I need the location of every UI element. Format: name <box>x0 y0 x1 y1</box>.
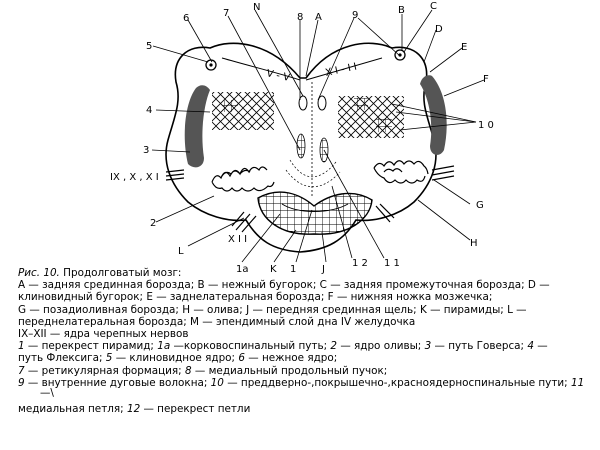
label-K: K <box>270 264 277 275</box>
caption-item-number: 2 <box>330 340 338 353</box>
nerve-roots-right <box>432 166 454 180</box>
caption-numbers-line <box>18 340 596 352</box>
label-6: 6 <box>183 13 190 24</box>
nucleus-x-hatch-right <box>338 96 404 138</box>
label-5: 5 <box>146 41 153 52</box>
caption-item-number: 8 <box>184 364 192 377</box>
caption-item-number: 5 <box>105 352 113 365</box>
caption-numbers-line <box>18 403 596 415</box>
label-floor-left: V - V <box>265 68 291 84</box>
label-J: J <box>322 264 325 275</box>
caption-fig-title: Продолговатый мозг: <box>59 267 182 279</box>
caption-item-text: — перекрест пирамид; <box>24 340 158 353</box>
caption-item-text: — внутренние дуговые волокна; <box>24 376 211 389</box>
caption-item-text: — нежное ядро; <box>244 352 338 365</box>
caption-item-text: — <box>533 340 548 353</box>
caption-item-text: путь Флексига; <box>18 352 106 365</box>
caption-item-text: — путь Говерса; <box>431 340 528 353</box>
figure-caption <box>18 267 596 415</box>
caption-item-text: —корковоспинальный путь; <box>170 340 331 353</box>
olive-nucleus-left <box>212 167 274 191</box>
nucleus-x-hatch-left <box>212 92 274 130</box>
caption-item-number: 7 <box>18 364 25 377</box>
caption-letters-line: IX–XII — ядра черепных нервов <box>18 328 189 341</box>
caption-numbers-line <box>18 377 596 389</box>
caption-item-number: 9 <box>18 376 25 389</box>
label-9: 9 <box>352 10 359 21</box>
caption-item-number: 12 <box>126 403 141 416</box>
label-1: 1 <box>290 264 297 275</box>
label-F: F <box>483 74 489 85</box>
label-4: 4 <box>146 105 153 116</box>
label-11: 1 1 <box>384 258 400 269</box>
label-B: B <box>398 5 405 16</box>
caption-item-text: — клиновидное ядро; <box>112 352 239 365</box>
caption-item-text: — ядро оливы; <box>337 340 425 353</box>
label-A: A <box>315 12 322 23</box>
lateral-band-left <box>185 85 210 167</box>
label-10: 1 0 <box>478 120 494 131</box>
label-8: 8 <box>297 12 304 23</box>
caption-item-number: 6 <box>238 352 245 365</box>
caption-letters-line: клиновидный бугорок; E — заднелатеральная борозда; F — нижняя ножка мозжечка; <box>18 291 493 304</box>
label-E: E <box>461 42 468 53</box>
label-G: G <box>476 200 484 211</box>
caption-fig-label: Рис. 10. <box>18 267 60 279</box>
caption-letters-line: A — задняя срединная борозда; B — нежный бугорок; C — задняя промежуточная борозда; D — <box>18 279 550 292</box>
caption-item-text: — медиальный продольный пучок; <box>191 364 388 377</box>
caption-item-text: — ретикулярная формация; <box>24 364 185 377</box>
label-1a: 1a <box>236 264 249 275</box>
nerve-roots-left <box>166 170 184 180</box>
caption-item-number: 1a <box>157 340 171 353</box>
label-floor-right: X I - I I <box>324 61 358 79</box>
label-L: L <box>178 246 184 257</box>
caption-item-text: — перекрест петли <box>140 403 251 416</box>
caption-letters-line: G — позадиоливная борозда; H — олива; J — передняя срединная щель; K — пирамиды; L — <box>18 303 527 316</box>
caption-item-number: 3 <box>424 340 432 353</box>
pyramids <box>258 192 372 234</box>
label-C: C <box>430 1 437 12</box>
label-2: 2 <box>150 218 157 229</box>
label-H: H <box>470 238 478 249</box>
caption-item-number: 1 <box>18 340 25 353</box>
caption-dash-fragment: —\ <box>40 387 54 400</box>
caption-item-number: 11 <box>570 376 585 389</box>
caption-item-text: медиальная петля; <box>18 403 127 416</box>
fourth-ventricle-floor <box>222 58 382 80</box>
label-xii: X I I <box>228 234 248 245</box>
label-N: N <box>253 2 261 13</box>
label-3: 3 <box>143 145 150 156</box>
caption-letters-line: переднелатеральная борозда; M — эпендимный слой дна IV желудочка <box>18 315 416 328</box>
label-D: D <box>435 24 443 35</box>
caption-item-text: — преддверно-,покрышечно-,красноядерноспинальные пути; <box>223 376 571 389</box>
label-12: 1 2 <box>352 258 368 269</box>
caption-item-number: 4 <box>527 340 534 353</box>
label-nerves-ix-x-xi: IX , X , X I <box>110 172 159 183</box>
caption-title-line <box>18 267 596 279</box>
caption-item-number: 10 <box>210 376 224 389</box>
label-7: 7 <box>223 8 230 19</box>
caption-numbers-line <box>18 365 596 377</box>
caption-numbers-line <box>18 352 596 364</box>
olive-nucleus-right <box>374 161 428 183</box>
